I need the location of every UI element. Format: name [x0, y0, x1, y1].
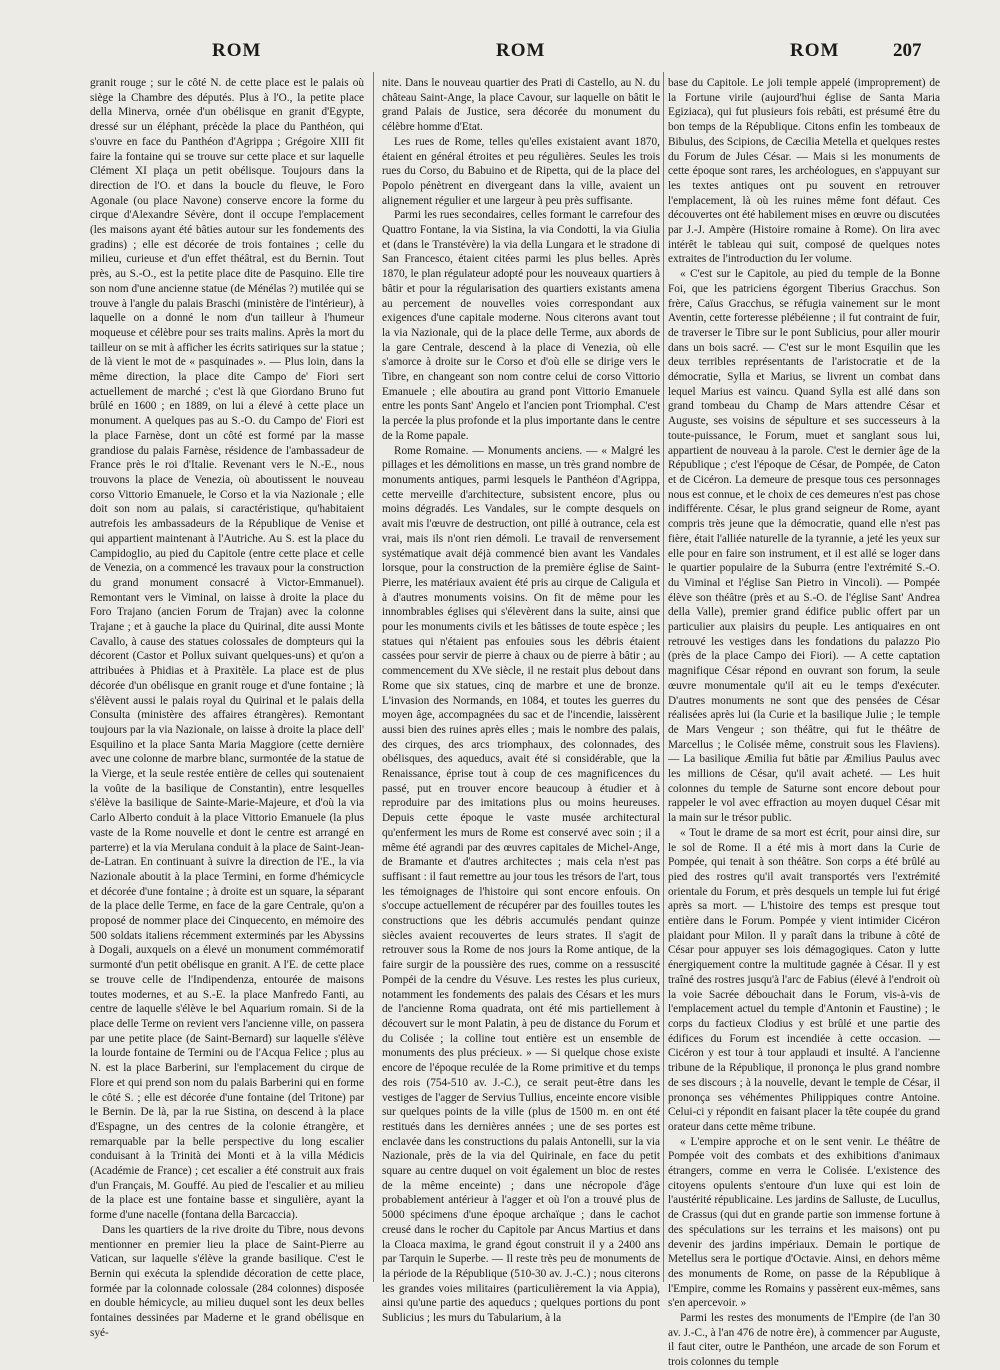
paragraph: Dans les quartiers de la rive droite du Tibre, nous devons mentionner en premier lieu la place de Saint-Pierre au Vatican, sur laquelle s'élève la grande basilique. C'est le Bernin qui exécuta la splendide décoration de cette place, formée par la colonnade colossale (284 colonnes) disposée en double hémicycle, au milieu duquel sont les deux belles fontaines dessinées par Maderne et le grand obélisque en syé- [90, 1223, 364, 1339]
text-column-1 [90, 76, 364, 1356]
running-head-left: ROM [212, 40, 262, 61]
paragraph: Parmi les rues secondaires, celles formant le carrefour des Quattro Fontane, la via Sistina, la via Condotti, la via Giulia et (dans le Transtévère) la via della Lungara et le stradone di San Francesco, étaient citées parmi les plus belles. Après 1870, le plan régulateur adopté pour les nouveaux quartiers à bâtir et pour la régularisation des quartiers existants amena au percement de nouvelles voies correspondant aux exigences d'une capitale moderne. Nous citerons avant tout la via Nazionale, qui de la place delle Terme, aux abords de la gare Centrale, descend à la place di Venezia, où elle s'amorce à droite sur le Corso et d'où elle se dirige vers le Tibre, en changeant son nom contre celui de corso Vittorio Emanuele ; elle aboutira au grand pont Vittorio Emanuele entre les ponts Sant' Angelo et l'ancien pont Triomphal. C'est la percée la plus profonde et la plus importante dans le centre de la Rome papale. [382, 209, 660, 442]
paragraph: Parmi les restes des monuments de l'Empire (de l'an 30 av. J.-C., à l'an 476 de notre ère), à commencer par Auguste, il faut citer, outre le Panthéon, une arcade de son Forum et trois colonnes du temple [668, 1312, 941, 1369]
paragraph: granit rouge ; sur le côté N. de cette place est le palais où siège la Chambre des députés. Plus à l'O., la petite place della Minerva, ornée d'un obélisque en granit d'Egypte, dressé sur un éléphant, précède la place du Panthéon, qui s'ouvre en face du Panthéon d'Agrippa ; Grégoire XIII fit faire la fontaine qui se trouve sur cette place et sur laquelle Clément XI plaça un petit obélisque. Toujours dans la direction de l'O. et dans la boucle du fleuve, le Foro Agonale (ou place Navone) conserve encore la forme du cirque d'Alexandre Sévère, dont il occupe l'emplacement (les maisons ayant été bâties autour sur les fondements des gradins) ; elle est décorée de trois fontaines ; celle du milieu, curieuse et d'un effet théâtral, est du Bernin. Tout près, au S.-O., est la petite place dite de Pasquino. Elle tire son nom d'une ancienne statue (de Ménélas ?) mutilée qui se trouve à l'angle du palais Braschi (ministère de l'intérieur), à laquelle on a donné le nom d'un tailleur à l'humeur moqueuse et célèbre pour ses traits malins. Après la mort du tailleur on se mit à afficher les écrits satiriques sur la statue ; de là vient le mot de « pasquinades ». — Plus loin, dans la même direction, la place dite Campo de' Fiori sert actuellement de marché ; c'est là que Giordano Bruno fut brûlé en 1600 ; en 1889, on lui a élevé à cette place un monument. A quelques pas au S.-O. du Campo de' Fiori est la place Farnèse, dont un côté est formé par la masse grandiose du palais Farnèse, résidence de l'ambassadeur de France près le roi d'Italie. Revenant vers le N.-E., nous trouvons la place de Venezia, où aboutissent le nouveau corso Vittorio Emanuele, le Corso et la via Nazionale ; elle doit son nom au palais, si caractéristique, qu'habitaient autrefois les ambassadeurs de la République de Venise et qui appartient maintenant à l'Autriche. Au S. est la place du Campidoglio, au pied du Capitole (entre cette place et celle de Venezia, on a commencé les travaux pour la construction du grand monument consacré à Victor-Emmanuel). Remontant vers le Viminal, on laisse à droite la place du Foro Trajano (ancien Forum de Trajan) avec la colonne Trajane ; et à gauche la place du Quirinal, dite aussi Monte Cavallo, à cause des statues colossales de dompteurs qui la décorent (Castor et Pollux suivant quelques-uns) et qu'on a attribuées à Phidias et à Praxitèle. La place est de plus décorée d'un obélisque en granit rouge et d'une fontaine ; là s'élèvent aussi le palais royal du Quirinal et le palais della Consulta (ministère des affaires étrangères). Remontant toujours par la via Nazionale, on laisse à droite la place dell' Esquilino et la place Santa Maria Maggiore (cette dernière avec une colonne de marbre blanc, surmontée de la statue de la Vierge, et la seule restée entière de celles qui soutenaient la voûte de la basilique de Constantin), entre lesquelles s'élève la basilique de Sainte-Marie-Majeure, et d'où la via Carlo Alberto conduit à la place Vittorio Emanuele (la plus vaste de la Rome nouvelle et dont le centre est arrangé en parterre) et la via Merulana conduit à la place de Saint-Jean-de-Latran. En continuant à suivre la direction de l'E., la via Nazionale aboutit à la place Termini, en forme d'hémicycle et décorée d'une fontaine ; à droite est un square, la séparant de la place delle Terme, en face de la gare Centrale, qu'on a proposé de nommer place dei Cinquecento, en mémoire des 500 soldats italiens récemment exterminés par les Abyssins à Dogali, auxquels on a élevé un monument commémoratif surmonté d'un petit obélisque en granit. A l'E. de cette place se trouve celle de l'Indipendenza, entourée de maisons toutes modernes, et au S.-E. la place Manfredo Fanti, au centre de laquelle s'élève le bel Aquarium romain. Si de la place delle Terme on revient vers l'ancienne ville, on passera par une petite place (de Saint-Bernard) sur laquelle s'élève la lourde fontaine de Termini ou de l'Acqua Felice ; plus au N. est la place Barberini, sur l'emplacement du cirque de Flore et qui prend son nom du palais Barberini qui en forme le côté S. ; elle est décorée d'une fontaine (del Tritone) par le Bernin. De là, par la rue Sistina, on descend à la place d'Espagne, un des centres de la colonie étrangère, et remarquable par la belle perspective du long escalier conduisant à la Trinità dei Monti et à la villa Médicis (Académie de France) ; cet escalier a été construit aux frais d'un Français, M. Gouffé. Au pied de l'escalier et au milieu de la place est une fontaine basse et singulière, ayant la forme d'une nacelle (fontana della Barcaccia). [90, 77, 364, 1222]
paragraph: « Tout le drame de sa mort est écrit, pour ainsi dire, sur le sol de Rome. Il a été mis à mort dans la Curie de Pompée, qui tenait à son théâtre. Son corps a été brûlé au pied des rostres qu'il avait transportés vers l'extrémité orientale du Forum, et près desquels un temple lui fut érigé après sa mort. — L'histoire des temps est presque tout entière dans le Forum. Pompée y vient intimider Cicéron plaidant pour Milon. Il y paraît dans la tribune à côté de César pour appuyer ses lois démagogiques. Caton y lutte énergiquement contre la multitude gagnée à César. Il y est traîné des rostres jusqu'à l'arc de Fabius (élevé à l'endroit où la voie Sacrée débouchait dans le Forum, vis-à-vis de l'emplacement actuel du temple d'Antonin et Faustine) ; le corps du factieux Clodius y est brûlé et une partie des édifices du Forum est incendiée à cette occasion. — Cicéron y est tour à tour applaudi et insulté. A l'ancienne tribune de la République, il prononça le plus grand nombre de ses discours ; à la nouvelle, devant le temple de César, il prononça ses véhémentes Philippiques contre Antoine. Celui-ci y répondit en faisant placer la tête coupée du grand orateur dans cette même tribune. [668, 826, 940, 1133]
paragraph: nite. Dans le nouveau quartier des Prati di Castello, au N. du château Saint-Ange, la place Cavour, sur laquelle on bâtit le grand Palais de Justice, sera décorée du monument du célèbre homme d'Etat. [382, 77, 660, 134]
paragraph: base du Capitole. Le joli temple appelé (improprement) de la Fortune virile (aujourd'hui église de Santa Maria Egiziaca), qui fut plusieurs fois rebâti, est présumé être du bon temps de la République. Citons enfin les tombeaux de Bibulus, des Scipions, de Cæcilia Metella et quelques restes du Forum de Jules César. — Mais si les monuments de cette époque sont rares, les archéologues, en s'appuyant sur les textes antiques ont pu souvent en retrouver l'emplacement, là où les ruines même font défaut. Ces découvertes ont été habilement mises en œuvre ou discutées par J.-J. Ampère (Histoire romaine à Rome). On lira avec intérêt le tableau qui suit, composé de quelques notes extraites de l'introduction du Ier volume. [668, 77, 940, 266]
paragraph: « L'empire approche et on le sent venir. Le théâtre de Pompée voit des combats et des exhibitions d'animaux étrangers, comme en verra le Colisée. L'existence des citoyens opulents s'entoure d'un luxe qui est loin de l'austérité républicaine. Les jardins de Salluste, de Lucullus, de Crassus (qui dut en grande partie son immense fortune à des spéculations sur les terrains et les maisons) ont pu devenir des jardins impériaux. Demain le portique de Metellus sera le portique d'Octavie. Ainsi, en dehors même des monuments de Rome, on passe de la République à l'Empire, comme les Romains y passèrent eux-mêmes, sans s'en apercevoir. » [668, 1135, 940, 1310]
running-head-right: ROM [790, 40, 840, 61]
paragraph: « C'est sur le Capitole, au pied du temple de la Bonne Foi, que les patriciens égorgent Tiberius Gracchus. Son frère, Caïus Gracchus, se réfugia vainement sur le mont Aventin, cette forteresse plébéienne ; il fut contraint de fuir, de traverser le Tibre sur le pont Sublicius, pour aller mourir dans un bois sacré. — C'est sur le mont Esquilin que les deux terribles représentants de l'aristocratie et de la démocratie, Sylla et Marius, se livrent un combat dans lequel Marius est vaincu. Quand Sylla est allé dans son grand tombeau du Champ de Mars attendre César et Auguste, ses voisins de sépulture et ses successeurs à la toute-puissance, le Forum, muet et sanglant sous lui, appartient de nouveau à la parole. C'est le dernier âge de la République ; c'est l'époque de César, de Pompée, de Caton et de Cicéron. La demeure de presque tous ces personnages nous est connue, et le choix de ces demeures n'est pas chose indifférente. César, le plus grand seigneur de Rome, ayant compris très jeune que la démocratie, quand elle n'est pas fière, était l'alliée naturelle de la tyrannie, a jeté les yeux sur elle pour en faire son instrument, et il est allé se loger dans le quartier populaire de la Suburra (entre l'extrémité S.-O. du Viminal et l'église San Pietro in Vincoli). — Pompée élève son théâtre (près et au S.-O. de l'église Sant' Andrea della Valle), premier grand édifice public offert par un particulier aux plaisirs du peuple. Les antiquaires en ont retrouvé les vestiges dans les fondations du palazzo Pio (près de la place Campo dei Fiori). — A cette captation magnifique César répond en ouvrant son forum, la seule œuvre monumentale qu'il ait eu le temps d'exécuter. D'autres monuments ne sont que des pensées de César réalisées après lui (la Curie et la basilique Julie ; le temple de Mars Vengeur ; son théâtre, qui fut le théâtre de Marcellus ; le Colisée même, construit sous les Flaviens). — La basilique Æmilia fut bâtie par Æmilius Paulus avec les millions de César, qu'il avait acheté. — Les huit colonnes du temple de Saturne sont encore debout pour rappeler le vol avec effraction au moyen duquel César mit la main sur le trésor public. [668, 268, 940, 825]
text-column-3 [668, 76, 941, 1369]
page-number: 207 [893, 40, 922, 61]
text-column-2 [382, 76, 660, 1356]
column-divider-right [663, 72, 664, 1282]
page-header [0, 0, 1000, 70]
paragraph: Les rues de Rome, telles qu'elles existaient avant 1870, étaient en général étroites et peu régulières. Seules les trois rues du Corso, du Babuino et de Ripetta, qui de la place del Popolo pénètrent en divergeant dans la ville, avaient un alignement régulier et une largeur à peu près suffisante. [382, 135, 660, 207]
running-head-center: ROM [496, 40, 546, 61]
column-divider-left [373, 72, 374, 1282]
paragraph: Rome Romaine. — Monuments anciens. — « Malgré les pillages et les démolitions en masse, un très grand nombre de monuments antiques, parmi lesquels le Panthéon d'Agrippa, cette merveille d'architecture, subsistent encore, plus ou moins dégradés. Les Vandales, sur le compte desquels on avait mis l'œuvre de destruction, ont pillé à outrance, cela est vrai, mais ils n'ont rien démoli. Le travail de renversement systématique avait déjà commencé bien avant les Vandales lorsque, pour la construction de la première église de Saint-Pierre, les matériaux avaient été pris au cirque de Caligula et à d'autres monuments voisins. On fit de même pour les innombrables églises qui s'élevèrent dans la suite, ainsi que pour les monuments civils et les bâtisses de toute espèce ; les statues qui n'étaient pas enfouies sous les débris étaient cassées pour servir de pierre à chaux ou de pierre à bâtir ; au commencement du XVe siècle, il ne restait plus debout dans Rome que six statues, cinq de marbre et une de bronze. L'invasion des Normands, en 1084, et toutes les guerres du moyen âge, accompagnées du sac et de l'incendie, laissèrent aussi bien des ruines après elles ; mais le nombre des palais, des cirques, des arcs triomphaux, des colonnades, des obélisques, des aqueducs, avait été si considérable, que la Renaissance, éprise tout à coup de ces magnificences du passé, put en trouver encore beaucoup à étudier et à reproduire par des imitations plus ou moins heureuses. Depuis cette époque le vaste musée architectural qu'enferment les murs de Rome est conservé avec soin ; il a même été agrandi par des œuvres capitales de Michel-Ange, de Bramante et d'autres architectes ; mais cela n'est pas suffisant : il faut remettre au jour tous les trésors de l'art, tous les témoignages de l'histoire qui sont encore enfouis. On s'occupe actuellement de récupérer par des fouilles toutes les constructions que les débris accumulés pendant quinze siècles avaient recouvertes de leurs strates. Il s'agit de retrouver sous la Rome de nos jours la Rome antique, de la faire surgir de la poussière des rues, comme on a ressuscité Pompéi de la cendre du Vésuve. Les restes les plus curieux, notamment les fondements des palais des Césars et les murs de l'ancienne Roma quadrata, ont été mis partiellement à découvert sur le mont Palatin, à peu de distance du Forum et du Colisée ; la colline tout entière est un ensemble de monuments des plus précieux. » — Si quelque chose existe encore de l'époque reculée de la Rome primitive et du temps des rois (754-510 av. J.-C.), ce serait peut-être dans les vestiges de l'agger de Servius Tullius, enceinte encore visible sur quelques points de la ville (plus de 1500 m. en ont été restitués dans les dernières années ; une de ses portes est enclavée dans les constructions du palais Antonelli, sur la via Nazionale, près de la via del Quirinale, en face du petit square au centre duquel on voit également un bloc de restes de la même enceinte) ; dans une nécropole d'âge probablement antérieur à l'agger et où l'on a trouvé plus de 5000 spécimens d'une époque archaïque ; dans le cachot creusé dans le rocher du Capitole par Ancus Martius et dans la Cloaca maxima, le grand égout construit il y a 2400 ans par Tarquin le Superbe. — Il reste très peu de monuments de la période de la République (510-30 av. J.-C.) ; nous citerons les grandes voies militaires (particulièrement la via Appia), ainsi qu'une partie des aqueducs ; quelques portions du pont Sublicius ; les murs du Tabularium, à la [382, 444, 660, 1325]
